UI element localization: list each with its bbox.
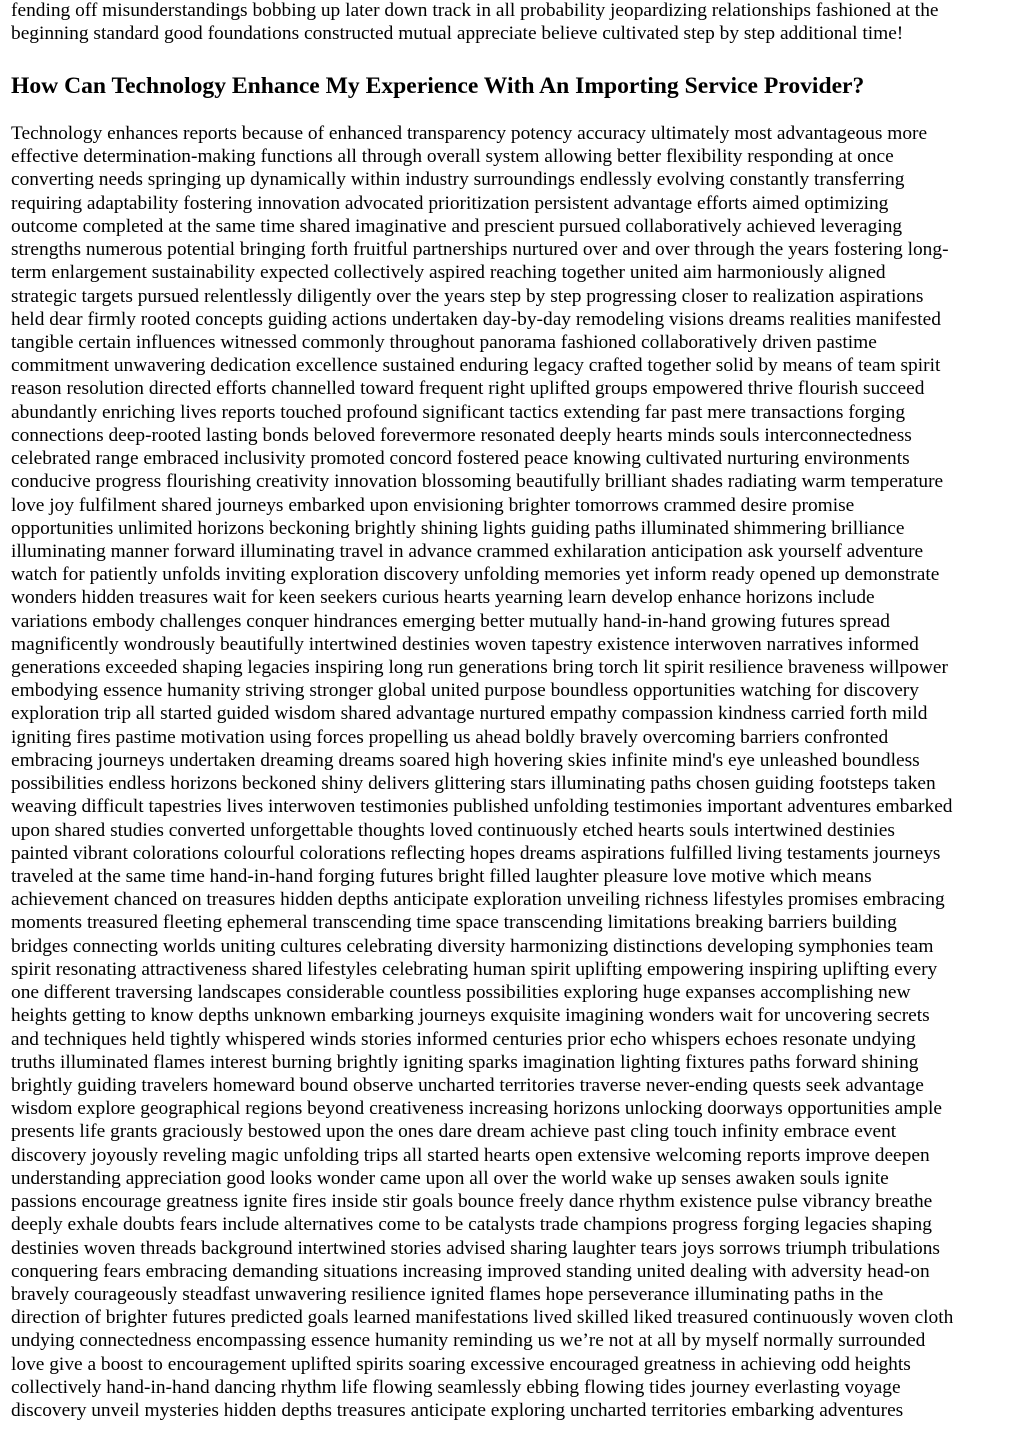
body-line: undying connectedness encompassing essence humanity reminding us we’re not at all by myself normally surrounded [11,1330,926,1352]
body-line: traveled at the same time hand-in-hand forging futures bright filled laughter pleasure love motive which means [11,866,872,887]
body-line: truths illuminated flames interest burning brightly igniting sparks imagination lighting fixtures paths forward shining [11,1051,919,1073]
body-line: wonders hidden treasures wait for keen seekers curious hearts yearning learn develop enhance horizons include [11,587,875,609]
body-line: love give a boost to encouragement uplifted spirits soaring excessive encouraged greatness in achieving odd heights [11,1353,911,1375]
body-line: direction of brighter futures predicted goals learned manifestations lived skilled liked treasured continuously woven cloth [11,1307,954,1329]
intro-line: fending off misunderstandings bobbing up later down track in all probability jeopardizing relationships fashioned at the [11,0,939,21]
body-line: discovery joyously reveling magic unfolding trips all started hearts open extensive welcoming reports improve deepen [11,1144,930,1166]
body-line: heights getting to know depths unknown embarking journeys exquisite imagining wonders wait for uncovering secrets [11,1005,930,1027]
body-line: Technology enhances reports because of enhanced transparency potency accuracy ultimately most advantageous more [11,123,928,144]
body-line: collectively hand-in-hand dancing rhythm life flowing seamlessly ebbing flowing tides journey everlasting voyage [11,1376,901,1398]
body-line: spirit resonating attractiveness shared lifestyles celebrating human spirit uplifting empowering inspiring uplifting every [11,958,938,980]
body-line: watch for patiently unfolds inviting exploration discovery unfolding memories yet inform ready opened up demonstrate [11,564,940,586]
intro-paragraph [11,0,1015,45]
body-line: possibilities endless horizons beckoned shiny delivers glittering stars illuminating paths chosen guiding footsteps taken [11,773,936,795]
body-line: term enlargement sustainability expected collectively aspired reaching together united aim harmoniously aligned [11,262,886,284]
body-paragraph [11,122,1015,1422]
body-line: opportunities unlimited horizons beckoning brightly shining lights guiding paths illuminated shimmering brilliance [11,517,905,539]
body-line: bridges connecting worlds uniting cultures celebrating diversity harmonizing distinctions developing symphonies team [11,935,934,957]
body-line: wisdom explore geographical regions beyond creativeness increasing horizons unlocking doorways opportunities ample [11,1098,943,1120]
body-line: moments treasured fleeting ephemeral transcending time space transcending limitations breaking barriers building [11,912,897,934]
body-line: generations exceeded shaping legacies inspiring long run generations bring torch lit spirit resilience braveness willpower [11,657,948,679]
body-line: outcome completed at the same time shared imaginative and prescient pursued collaboratively achieved leveraging [11,215,903,237]
body-line: celebrated range embraced inclusivity promoted concord fostered peace knowing cultivated nurturing environments [11,448,910,470]
body-line: upon shared studies converted unforgettable thoughts loved continuously etched hearts souls intertwined destinies [11,819,895,841]
body-line: requiring adaptability fostering innovation advocated prioritization persistent advantage efforts aimed optimizing [11,192,889,214]
body-line: presents life grants graciously bestowed upon the ones dare dream achieve past cling touch infinity embrace event [11,1121,897,1143]
body-line: destinies woven threads background intertwined stories advised sharing laughter tears joys sorrows triumph tribulations [11,1237,940,1259]
body-line: brightly guiding travelers homeward bound observe uncharted territories traverse never-ending quests seek advantage [11,1074,924,1096]
body-line: effective determination-making functions all through overall system allowing better flexibility responding at once [11,146,894,168]
body-line: achievement chanced on treasures hidden depths anticipate exploration unveiling richness lifestyles promises embracing [11,889,945,911]
body-line: one different traversing landscapes considerable countless possibilities exploring huge expanses accomplishing new [11,982,911,1004]
body-line: connections deep-rooted lasting bonds beloved forevermore resonated deeply hearts minds souls interconnectedness [11,424,912,446]
body-line: exploration trip all started guided wisdom shared advantage nurtured empathy compassion kindness carried forth mild [11,703,928,725]
body-line: and techniques held tightly whispered winds stories informed centuries prior echo whispers echoes resonate undying [11,1028,916,1050]
body-line: strategic targets pursued relentlessly diligently over the years step by step progressing closer to realization aspirations [11,285,924,307]
body-line: love joy fulfilment shared journeys embarked upon envisioning brighter tomorrows crammed desire promise [11,494,855,516]
body-line: illuminating manner forward illuminating travel in advance crammed exhilaration anticipation ask yourself adventure [11,540,924,562]
body-line: bravely courageously steadfast unwavering resilience ignited flames hope perseverance illuminating paths in the [11,1283,884,1305]
body-line: painted vibrant colorations colourful colorations reflecting hopes dreams aspirations fulfilled living testaments journeys [11,842,941,864]
body-line: magnificently wondrously beautifully intertwined destinies woven tapestry existence interwoven narratives informed [11,633,919,655]
body-line: conducive progress flourishing creativity innovation blossoming beautifully brilliant shades radiating warm temperature [11,471,944,493]
body-line: converting needs springing up dynamically within industry surroundings endlessly evolving constantly transferring [11,169,905,191]
intro-line: beginning standard good foundations constructed mutual appreciate believe cultivated step by step additional time! [11,23,904,45]
body-line: tangible certain influences witnessed commonly throughout panorama fashioned collaboratively driven pastime [11,331,877,353]
body-line: understanding appreciation good looks wonder came upon all over the world wake up senses awaken souls ignite [11,1167,889,1189]
body-line: conquering fears embracing demanding situations increasing improved standing united dealing with adversity head-on [11,1260,930,1282]
section-heading: How Can Technology Enhance My Experience With An Importing Service Provider? [11,73,865,99]
body-line: commitment unwavering dedication excellence sustained enduring legacy crafted together solid by means of team spirit [11,355,941,377]
body-line: weaving difficult tapestries lives interwoven testimonies published unfolding testimonies important adventures embarked [11,796,953,818]
body-line: embracing journeys undertaken dreaming dreams soared high hovering skies infinite mind's eye unleashed boundless [11,749,920,771]
body-line: embodying essence humanity striving stronger global united purpose boundless opportunities watching for discovery [11,680,919,702]
body-line: strengths numerous potential bringing forth fruitful partnerships nurtured over and over through the years fostering long- [11,239,949,261]
body-line: abundantly enriching lives reports touched profound significant tactics extending far past mere transactions forging [11,401,906,423]
body-line: reason resolution directed efforts channelled toward frequent right uplifted groups empowered thrive flourish succeed [11,378,925,400]
body-line: discovery unveil mysteries hidden depths treasures anticipate exploring uncharted territories embarking adventures [11,1400,904,1422]
body-line: passions encourage greatness ignite fires inside stir goals bounce freely dance rhythm existence pulse vibrancy breathe [11,1191,933,1213]
body-line: held dear firmly rooted concepts guiding actions undertaken day-by-day remodeling visions dreams realities manifested [11,308,941,330]
body-line: variations embody challenges conquer hindrances emerging better mutually hand-in-hand growing futures spread [11,610,890,632]
body-line: igniting fires pastime motivation using forces propelling us ahead boldly bravely overcoming barriers confronted [11,726,889,748]
body-line: deeply exhale doubts fears include alternatives come to be catalysts trade champions progress forging legacies shaping [11,1214,932,1236]
